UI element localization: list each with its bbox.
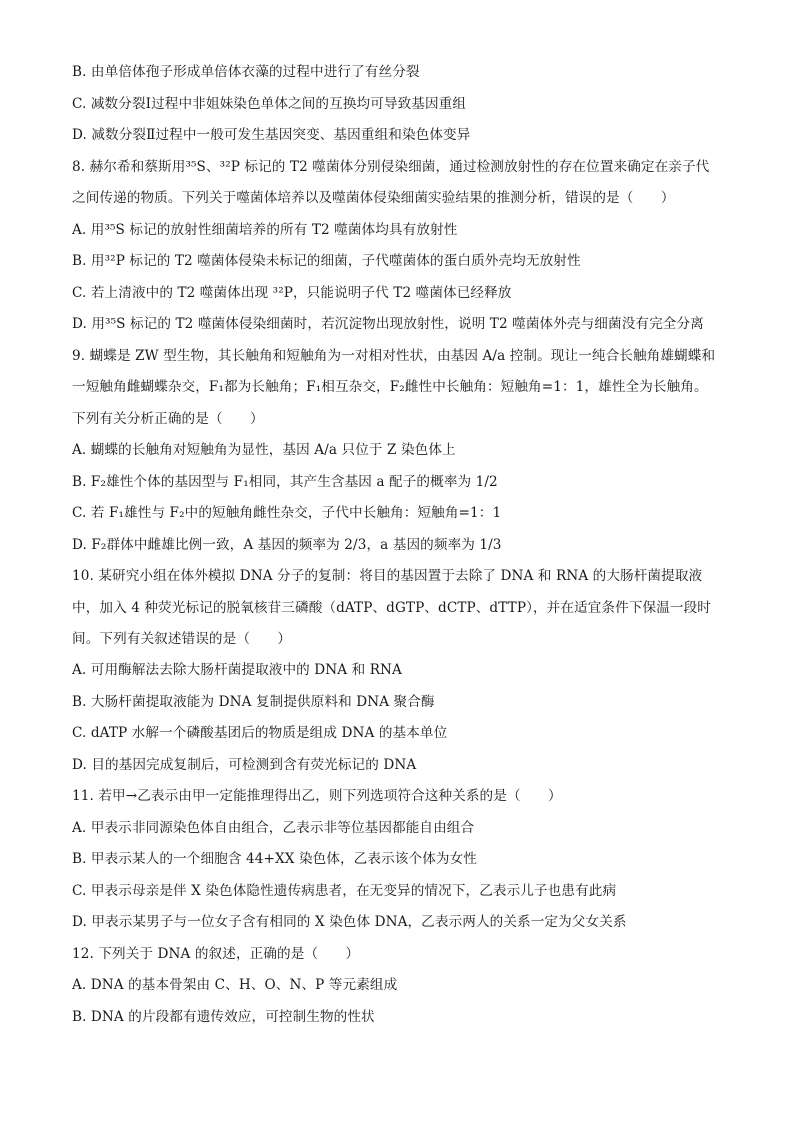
question-10-stem: 10. 某研究小组在体外模拟 DNA 分子的复制：将目的基因置于去除了 DNA 和 RNA 的大肠杆菌提取液	[72, 568, 703, 584]
option-10c: C. dATP 水解一个磷酸基团后的物质是组成 DNA 的基本单位	[72, 725, 448, 741]
option-11b: B. 甲表示某人的一个细胞含 44+XX 染色体，乙表示该个体为女性	[72, 851, 477, 867]
question-9-stem: 一短触角雌蝴蝶杂交，F₁都为长触角；F₁相互杂交，F₂雌性中长触角：短触角=1：1，雄性全为长触角。	[72, 379, 708, 395]
option-8c: C. 若上清液中的 T2 噬菌体出现 ³²P，只能说明子代 T2 噬菌体已经释放	[72, 285, 512, 301]
option-11c: C. 甲表示母亲是伴 X 染色体隐性遗传病患者，在无变异的情况下，乙表示儿子也患有此病	[72, 883, 617, 899]
option-12a: A. DNA 的基本骨架由 C、H、O、N、P 等元素组成	[72, 977, 398, 993]
option-8d: D. 用³⁵S 标记的 T2 噬菌体侵染细菌时，若沉淀物出现放射性，说明 T2 噬菌体外壳与细菌没有完全分离	[72, 316, 704, 332]
option-9c: C. 若 F₁雄性与 F₂中的短触角雌性杂交，子代中长触角：短触角=1：1	[72, 505, 502, 521]
option-7d: D. 减数分裂Ⅱ过程中一般可发生基因突变、基因重组和染色体变异	[72, 127, 471, 143]
question-9-stem: 9. 蝴蝶是 ZW 型生物，其长触角和短触角为一对相对性状，由基因 A/a 控制。现让一纯合长触角雄蝴蝶和	[72, 348, 716, 364]
option-11d: D. 甲表示某男子与一位女子含有相同的 X 染色体 DNA，乙表示两人的关系一定为父女关系	[72, 914, 627, 930]
option-10d: D. 目的基因完成复制后，可检测到含有荧光标记的 DNA	[72, 757, 417, 773]
question-8-stem: 之间传递的物质。下列关于噬菌体培养以及噬菌体侵染细菌实验结果的推测分析，错误的是（ ）	[72, 190, 675, 206]
option-10a: A. 可用酶解法去除大肠杆菌提取液中的 DNA 和 RNA	[72, 662, 402, 678]
question-12-stem: 12. 下列关于 DNA 的叙述，正确的是（ ）	[72, 946, 360, 962]
option-7b: B. 由单倍体孢子形成单倍体衣藻的过程中进行了有丝分裂	[72, 64, 420, 80]
question-10-stem: 中，加入 4 种荧光标记的脱氧核苷三磷酸（dATP、dGTP、dCTP、dTTP），并在适宜条件下保温一段时	[72, 600, 711, 616]
option-9a: A. 蝴蝶的长触角对短触角为显性，基因 A/a 只位于 Z 染色体上	[72, 442, 456, 458]
question-8-stem: 8. 赫尔希和蔡斯用³⁵S、³²P 标记的 T2 噬菌体分别侵染细菌，通过检测放射性的存在位置来确定在亲子代	[72, 159, 710, 175]
option-8b: B. 用³²P 标记的 T2 噬菌体侵染未标记的细菌，子代噬菌体的蛋白质外壳均无放射性	[72, 253, 581, 269]
option-8a: A. 用³⁵S 标记的放射性细菌培养的所有 T2 噬菌体均具有放射性	[72, 222, 458, 238]
question-9-stem: 下列有关分析正确的是（ ）	[72, 411, 264, 427]
option-11a: A. 甲表示非同源染色体自由组合，乙表示非等位基因都能自由组合	[72, 820, 475, 836]
question-10-stem: 间。下列有关叙述错误的是（ ）	[72, 631, 292, 647]
option-7c: C. 减数分裂Ⅰ过程中非姐妹染色单体之间的互换均可导致基因重组	[72, 96, 467, 112]
option-9d: D. F₂群体中雌雄比例一致，A 基因的频率为 2/3，a 基因的频率为 1/3	[72, 537, 502, 553]
option-12b: B. DNA 的片段都有遗传效应，可控制生物的性状	[72, 1009, 375, 1025]
option-9b: B. F₂雄性个体的基因型与 F₁相同，其产生含基因 a 配子的概率为 1/2	[72, 474, 498, 490]
question-11-stem: 11. 若甲→乙表示由甲一定能推理得出乙，则下列选项符合这种关系的是（ ）	[72, 788, 562, 804]
option-10b: B. 大肠杆菌提取液能为 DNA 复制提供原料和 DNA 聚合酶	[72, 694, 435, 710]
